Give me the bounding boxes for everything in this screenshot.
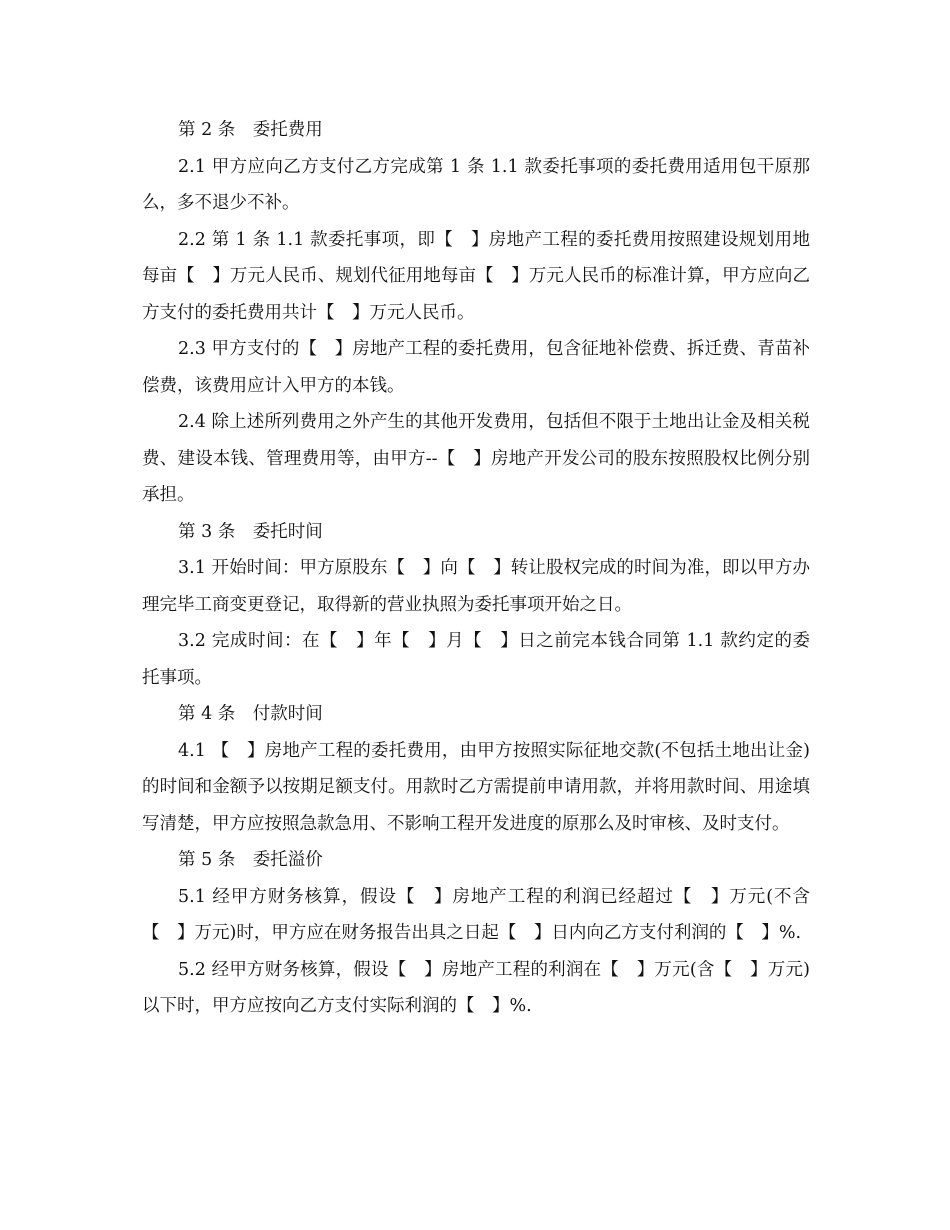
article-3-heading: 第 3 条 委托时间 <box>178 521 323 542</box>
clause-2-3: 2.3 甲方支付的【 】房地产工程的委托费用，包含征地补偿费、拆迁费、青苗补偿费，该费用应计入甲方的本钱。 <box>142 339 810 396</box>
article-2-heading: 第 2 条 委托费用 <box>178 120 323 140</box>
clause-5-1: 5.1 经甲方财务核算，假设【 】房地产工程的利润已经超过【 】万元(不含【 】万元)时，甲方应在财务报告出具之日起【 】日内向乙方支付利润的【 】%. <box>142 886 810 943</box>
clause-3-2: 3.2 完成时间：在【 】年【 】月【 】日之前完本钱合同第 1.1 款约定的委托事项。 <box>142 631 810 688</box>
clause-3-1: 3.1 开始时间：甲方原股东【 】向【 】转让股权完成的时间为准，即以甲方办理完毕工商变更登记，取得新的营业执照为委托事项开始之日。 <box>142 558 810 615</box>
document-body <box>142 112 810 1025</box>
clause-2-4: 2.4 除上述所列费用之外产生的其他开发费用，包括但不限于土地出让金及相关税费、建设本钱、管理费用等，由甲方--【 】房地产开发公司的股东按照股权比例分别承担。 <box>142 412 810 505</box>
clause-5-2: 5.2 经甲方财务核算，假设【 】房地产工程的利润在【 】万元(含【 】万元)以下时，甲方应按向乙方支付实际利润的【 】%. <box>142 959 810 1016</box>
clause-2-2: 2.2 第 1 条 1.1 款委托事项，即【 】房地产工程的委托费用按照建设规划用地每亩【 】万元人民币、规划代征用地每亩【 】万元人民币的标准计算，甲方应向乙方支付的委托费用共计【 】万元人民币。 <box>142 229 810 323</box>
clause-2-1: 2.1 甲方应向乙方支付乙方完成第 1 条 1.1 款委托事项的委托费用适用包干原那么，多不退少不补。 <box>142 156 810 213</box>
clause-4-1: 4.1 【 】房地产工程的委托费用，由甲方按照实际征地交款(不包括土地出让金)的时间和金额予以按期足额支付。用款时乙方需提前申请用款，并将用款时间、用途填写清楚，甲方应按照急款急用、不影响工程开发进度的原那么及时审核、及时支付。 <box>142 740 810 834</box>
article-4-heading: 第 4 条 付款时间 <box>178 704 323 724</box>
article-5-heading: 第 5 条 委托溢价 <box>178 850 323 870</box>
